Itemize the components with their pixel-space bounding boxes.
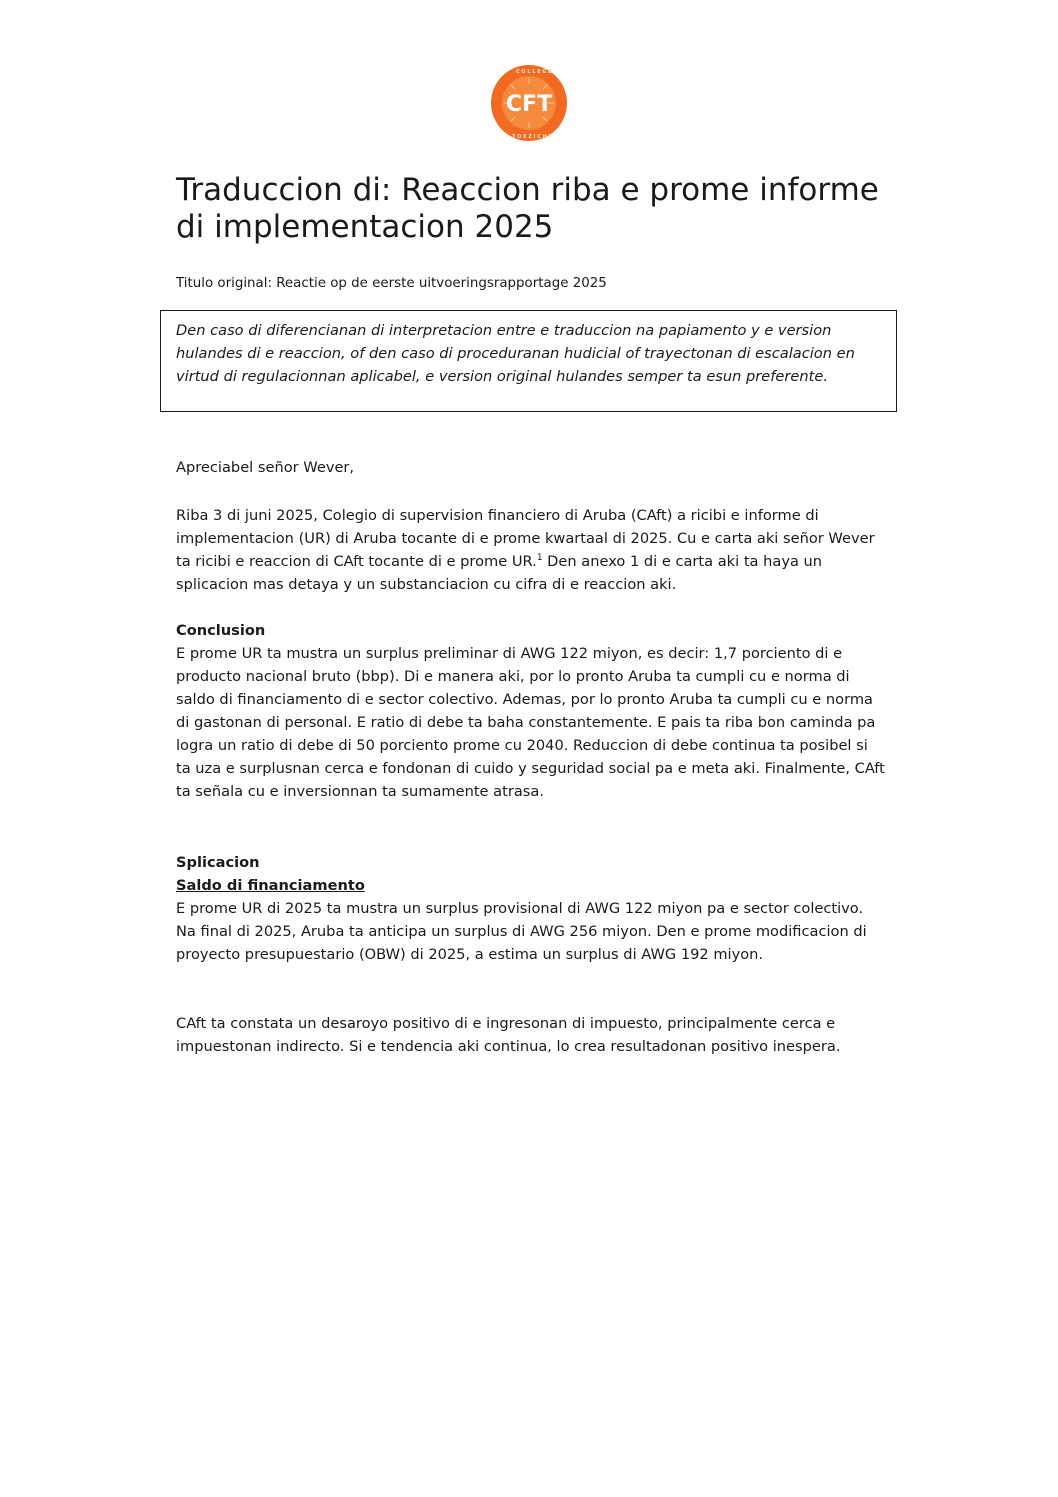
logo-text: CFT	[505, 92, 553, 117]
intro-text: Riba 3 di juni 2025, Colegio di supervision financiero di Aruba (CAft) a ricibi e informe di implementacion (UR) di Aruba tocante di e prome kwartaal di 2025. Cu e carta aki señor Wever ta ricibi e reaccion di CAft tocante di e prome UR.	[176, 507, 875, 570]
page-title: Traduccion di: Reaccion riba e prome informe di implementacion 2025	[176, 172, 879, 245]
cft-logo-icon	[490, 64, 568, 142]
intro-paragraph	[176, 504, 886, 596]
saldo-subheading: Saldo di financiamento	[176, 877, 365, 894]
conclusion-heading: Conclusion	[176, 622, 266, 639]
conclusion-paragraph: E prome UR ta mustra un surplus preliminar di AWG 122 miyon, es decir: 1,7 porciento di e producto nacional bruto (bbp). Di e manera aki, por lo pronto Aruba ta cumpli cu e norma di saldo di financiamento di e sector colectivo. Ademas, por lo pronto Aruba ta cumpli cu e norma di gastonan di personal. E ratio di debe ta baha constantemente. E pais ta riba bon caminda pa logra un ratio di debe di 50 porciento prome cu 2040. Reduccion di debe continua ta posibel si ta uza e surplusnan cerca e fondonan di cuido y seguridad social pa e meta aki. Finalmente, CAft ta señala cu e inversionnan ta sumamente atrasa.	[176, 645, 885, 800]
svg-text:C O L L E G E: C O L L E G E	[516, 69, 552, 75]
footnote-marker[interactable]: 1	[536, 553, 543, 564]
notice-text: Den caso di diferencianan di interpretacion entre e traduccion na papiamento y e version hulandes di e reaccion, of den caso di proceduranan hudicial of trayectonan di escalacion en virtud di regulacionnan aplicabel, e version original hulandes semper ta esun preferente.	[176, 322, 855, 385]
splicacion-heading: Splicacion	[176, 854, 260, 871]
translation-notice-box	[160, 310, 897, 412]
cft-logo	[490, 64, 568, 142]
saldo-paragraph: E prome UR di 2025 ta mustra un surplus provisional di AWG 122 miyon pa e sector colectivo. Na final di 2025, Aruba ta anticipa un surplus di AWG 256 miyon. Den e prome modificacion di proyecto presupuestario (OBW) di 2025, a estima un surplus di AWG 192 miyon.	[176, 900, 867, 963]
salutation: Apreciabel señor Wever,	[176, 459, 355, 476]
svg-text:T O E Z I C H T: T O E Z I C H T	[512, 134, 553, 140]
intro-text-continued: Den anexo 1 di e carta aki ta haya un splicacion mas detaya y un substanciacion cu cifra di e reaccion aki.	[176, 553, 823, 593]
ingreso-paragraph: CAft ta constata un desaroyo positivo di e ingresonan di impuesto, principalmente cerca e impuestonan indirecto. Si e tendencia aki continua, lo crea resultadonan positivo inespera.	[176, 1015, 841, 1055]
original-title: Titulo original: Reactie op de eerste uitvoeringsrapportage 2025	[176, 276, 607, 291]
